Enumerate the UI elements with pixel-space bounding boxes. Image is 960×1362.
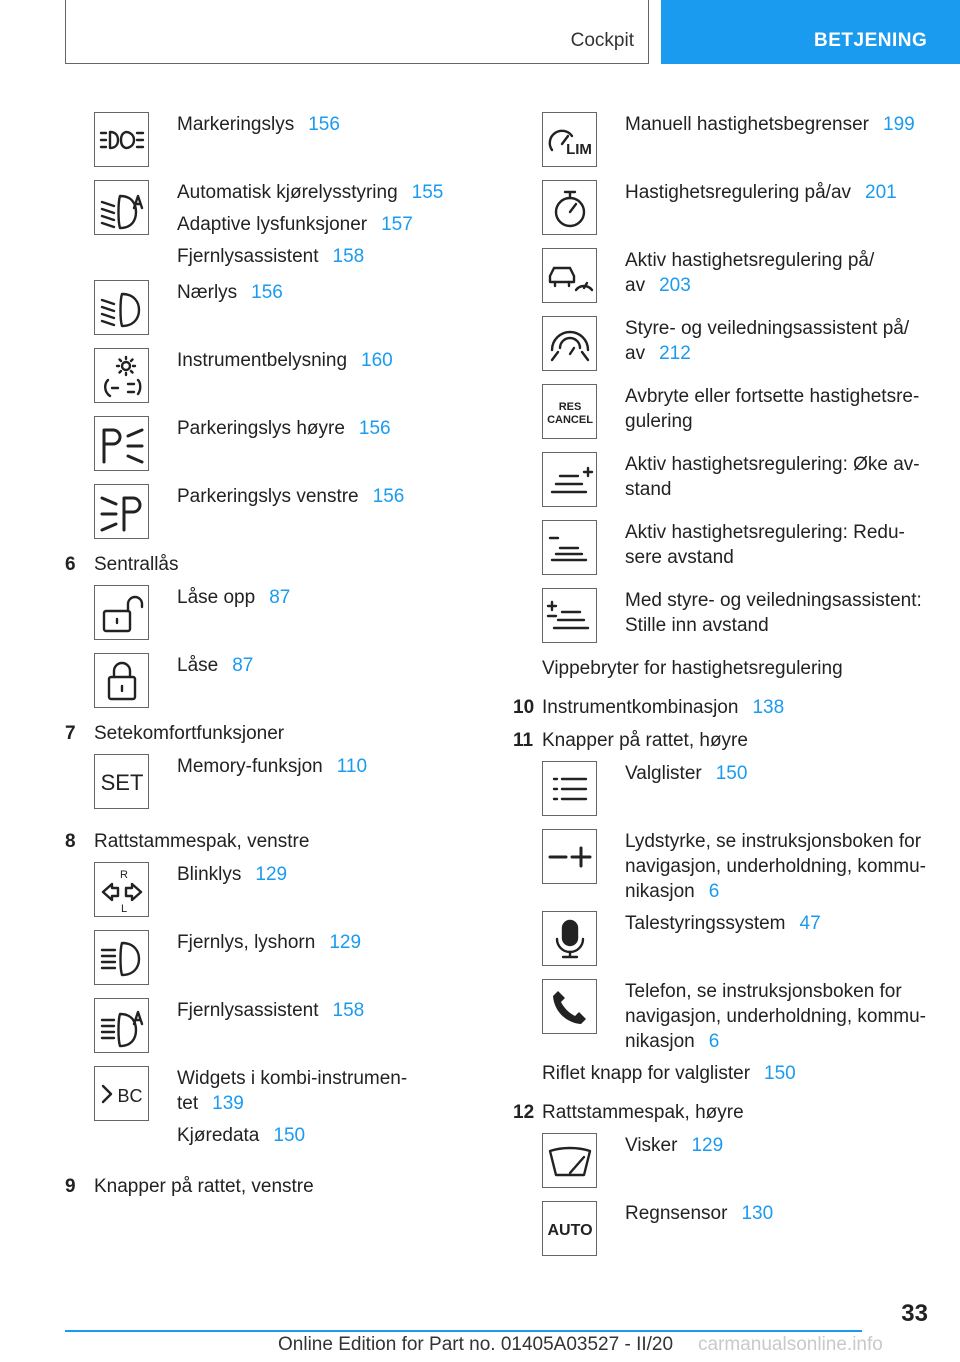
entry-line bbox=[625, 180, 943, 205]
item-number: 10 bbox=[513, 697, 535, 718]
entry-line bbox=[625, 829, 943, 904]
item-title: Knapper på rattet, høyre bbox=[542, 730, 748, 751]
entry-text: nikasjon bbox=[625, 1031, 695, 1052]
numbered-item bbox=[65, 552, 465, 577]
entry-line bbox=[177, 862, 465, 887]
icon-entry bbox=[513, 520, 943, 588]
entry-line bbox=[177, 244, 465, 269]
icon-entry bbox=[65, 754, 465, 829]
entry-text: Avbryte eller fortsette hastighetsre- bbox=[625, 386, 920, 407]
numbered-item bbox=[513, 695, 943, 720]
entry-text: av bbox=[625, 343, 646, 364]
item-number: 11 bbox=[513, 730, 534, 751]
parking-light-right-icon bbox=[94, 416, 149, 471]
microphone-icon bbox=[542, 911, 597, 966]
entry-line bbox=[625, 452, 943, 502]
icon-entry bbox=[513, 180, 943, 248]
steering-assistant-icon bbox=[542, 316, 597, 371]
page-link[interactable]: 138 bbox=[752, 697, 785, 718]
page-link[interactable]: 212 bbox=[659, 343, 691, 364]
icon-entry bbox=[513, 911, 943, 979]
entry-line bbox=[625, 911, 943, 936]
watermark-text: carmanualsonline.info bbox=[698, 1334, 883, 1355]
instrument-lighting-icon bbox=[94, 348, 149, 403]
entry-text: Hastighetsregulering på/av bbox=[625, 182, 852, 203]
entry-line bbox=[625, 520, 943, 570]
section-tab bbox=[661, 0, 960, 64]
entry-text: Manuell hastighetsbegrenser bbox=[625, 114, 869, 135]
entry-text: stand bbox=[625, 479, 672, 500]
entry-line bbox=[177, 348, 465, 373]
entry-line bbox=[625, 248, 943, 298]
chapter-tab bbox=[65, 0, 649, 64]
right-column bbox=[513, 112, 943, 1269]
entry-text: Instrumentbelysning bbox=[177, 350, 348, 371]
icon-entry bbox=[513, 979, 943, 1061]
icon-entry bbox=[513, 248, 943, 316]
side-marker-lights-icon bbox=[94, 112, 149, 167]
entry-text: Parkeringslys høyre bbox=[177, 418, 345, 439]
entry-text: Adaptive lysfunksjoner bbox=[177, 214, 368, 235]
page-link[interactable]: 110 bbox=[336, 756, 368, 777]
item-title: Sentrallås bbox=[94, 554, 179, 575]
entry-text: Nærlys bbox=[177, 282, 238, 303]
item-number: 9 bbox=[65, 1176, 76, 1197]
entry-text: Automatisk kjørelysstyring bbox=[177, 182, 398, 203]
entry-text: Valglister bbox=[625, 763, 702, 784]
icon-entry bbox=[65, 1066, 465, 1174]
entry-line bbox=[177, 416, 465, 441]
svg-text:LIM: LIM bbox=[565, 140, 592, 158]
item-number: 7 bbox=[65, 723, 76, 744]
entry-text: Aktiv hastighetsregulering på/ bbox=[625, 250, 875, 271]
entry-text: Talestyringssystem bbox=[625, 913, 786, 934]
icon-entry bbox=[65, 280, 465, 348]
numbered-item bbox=[65, 721, 465, 746]
entry-text: Blinklys bbox=[177, 864, 242, 885]
entry-line bbox=[177, 180, 465, 205]
numbered-item bbox=[513, 1100, 943, 1125]
item-number: 8 bbox=[65, 831, 76, 852]
entry-text: av bbox=[625, 275, 646, 296]
icon-entry bbox=[65, 930, 465, 998]
page-link[interactable]: 156 bbox=[251, 282, 283, 303]
page-link[interactable]: 87 bbox=[232, 655, 254, 676]
page-link[interactable]: 87 bbox=[269, 587, 291, 608]
item-title: Setekomfortfunksjoner bbox=[94, 723, 285, 744]
icon-entry bbox=[65, 112, 465, 180]
bc-icon bbox=[94, 1066, 149, 1121]
entry-line bbox=[177, 754, 465, 779]
page-link[interactable]: 150 bbox=[715, 763, 748, 784]
entry-line bbox=[625, 384, 943, 434]
entry-line bbox=[177, 653, 465, 678]
left-column bbox=[65, 112, 465, 1207]
entry-line bbox=[177, 280, 465, 305]
distance-set-icon bbox=[542, 588, 597, 643]
item-title: Rattstammespak, høyre bbox=[542, 1102, 744, 1123]
entry-text: Stille inn avstand bbox=[625, 615, 769, 636]
entry-text: Kjøredata bbox=[177, 1125, 260, 1146]
phone-icon bbox=[542, 979, 597, 1034]
entry-text: Med styre- og veiledningsassistent: bbox=[625, 590, 922, 611]
icon-entry bbox=[513, 452, 943, 520]
icon-entry bbox=[65, 998, 465, 1066]
entry-text: Fjernlys, lyshorn bbox=[177, 932, 316, 953]
page-link[interactable]: 158 bbox=[332, 246, 365, 267]
edition-text: Online Edition for Part no. 01405A03527 - II/20 bbox=[278, 1334, 674, 1355]
page-link[interactable]: 156 bbox=[308, 114, 340, 135]
entry-text: Parkeringslys venstre bbox=[177, 486, 359, 507]
item-title: Knapper på rattet, venstre bbox=[94, 1176, 314, 1197]
footer-divider bbox=[65, 1330, 862, 1332]
entry-text: navigasjon, underholdning, kommu- bbox=[625, 856, 927, 877]
entry-text: Fjernlysassistent bbox=[177, 246, 319, 267]
page-link[interactable]: 47 bbox=[799, 913, 821, 934]
page-link[interactable]: 129 bbox=[691, 1135, 724, 1156]
auto-headlight-icon bbox=[94, 180, 149, 235]
entry-text: Fjernlysassistent bbox=[177, 1000, 319, 1021]
list-icon bbox=[542, 761, 597, 816]
numbered-item bbox=[65, 1174, 465, 1199]
entry-line bbox=[177, 1066, 465, 1116]
entry-text: Lydstyrke, se instruksjonsboken for bbox=[625, 831, 922, 852]
turn-signal-icon bbox=[94, 862, 149, 917]
entry-line bbox=[177, 930, 465, 955]
entry-text: Låse bbox=[177, 655, 219, 676]
icon-entry bbox=[65, 862, 465, 930]
numbered-item bbox=[65, 829, 465, 854]
low-beam-icon bbox=[94, 280, 149, 335]
active-cruise-icon bbox=[542, 248, 597, 303]
distance-decrease-icon bbox=[542, 520, 597, 575]
lock-icon bbox=[94, 653, 149, 708]
page-link[interactable]: 157 bbox=[381, 214, 413, 235]
numbered-item bbox=[513, 728, 943, 753]
icon-entry bbox=[65, 416, 465, 484]
entry-text: Styre- og veiledningsassistent på/ bbox=[625, 318, 910, 339]
icon-entry bbox=[65, 585, 465, 653]
entry-text: gulering bbox=[625, 411, 693, 432]
knurled-knob-label bbox=[513, 1061, 943, 1086]
rain-sensor-icon bbox=[542, 1201, 597, 1256]
entry-text: Visker bbox=[625, 1135, 678, 1156]
entry-line bbox=[177, 998, 465, 1023]
icon-entry bbox=[65, 484, 465, 552]
page-link[interactable]: 139 bbox=[212, 1093, 244, 1114]
page-link[interactable]: 201 bbox=[865, 182, 897, 203]
icon-entry bbox=[513, 384, 943, 452]
entry-line bbox=[625, 588, 943, 638]
entry-line bbox=[625, 1201, 943, 1226]
entry-text: Låse opp bbox=[177, 587, 256, 608]
entry-line bbox=[625, 761, 943, 786]
item-number: 6 bbox=[65, 554, 76, 575]
volume-icon bbox=[542, 829, 597, 884]
entry-text: Regnsensor bbox=[625, 1203, 728, 1224]
entry-text: Widgets i kombi-instrumen- bbox=[177, 1068, 408, 1089]
entry-text: Aktiv hastighetsregulering: Redu- bbox=[625, 522, 905, 543]
page-link[interactable]: 6 bbox=[708, 1031, 720, 1052]
entry-text: Memory-funksjon bbox=[177, 756, 323, 777]
page-link[interactable]: 129 bbox=[255, 864, 288, 885]
item-title: Rattstammespak, venstre bbox=[94, 831, 310, 852]
cruise-control-icon bbox=[542, 180, 597, 235]
entry-line bbox=[177, 212, 465, 237]
icon-entry bbox=[513, 1133, 943, 1201]
entry-line bbox=[177, 1123, 465, 1148]
speed-limiter-icon bbox=[542, 112, 597, 167]
page-link[interactable]: 160 bbox=[361, 350, 393, 371]
svg-text:BC: BC bbox=[116, 1085, 143, 1106]
entry-text: nikasjon bbox=[625, 881, 695, 902]
page-link[interactable]: 156 bbox=[358, 418, 391, 439]
entry-line bbox=[625, 316, 943, 366]
icon-entry bbox=[513, 1201, 943, 1269]
svg-text:RES: RES bbox=[558, 400, 581, 413]
entry-text: tet bbox=[177, 1093, 199, 1114]
page-link[interactable]: 150 bbox=[273, 1125, 306, 1146]
entry-text: Aktiv hastighetsregulering: Øke av- bbox=[625, 454, 920, 475]
icon-entry bbox=[513, 761, 943, 829]
svg-text:CANCEL: CANCEL bbox=[546, 413, 593, 426]
icon-entry bbox=[513, 316, 943, 384]
res-cancel-icon bbox=[542, 384, 597, 439]
page-link[interactable]: 130 bbox=[741, 1203, 774, 1224]
high-beam-assistant-icon bbox=[94, 998, 149, 1053]
entry-line bbox=[625, 979, 943, 1054]
page-link[interactable]: 203 bbox=[659, 275, 691, 296]
page-link[interactable]: 199 bbox=[883, 114, 915, 135]
page-link[interactable]: 156 bbox=[372, 486, 405, 507]
page-link[interactable]: 129 bbox=[329, 932, 362, 953]
chapter-title: Cockpit bbox=[570, 30, 634, 51]
entry-line bbox=[625, 1133, 943, 1158]
icon-entry bbox=[65, 348, 465, 416]
entry-text: Markeringslys bbox=[177, 114, 295, 135]
entry-line bbox=[625, 112, 943, 137]
icon-entry bbox=[65, 653, 465, 721]
icon-entry bbox=[513, 588, 943, 656]
entry-text: Riflet knapp for valglister bbox=[542, 1063, 751, 1084]
entry-text: sere avstand bbox=[625, 547, 734, 568]
page-link[interactable]: 155 bbox=[411, 182, 444, 203]
rocker-switch-label: Vippebryter for hastighetsregulering bbox=[542, 658, 843, 679]
entry-line bbox=[177, 484, 465, 509]
svg-text:R: R bbox=[119, 868, 128, 881]
icon-entry bbox=[513, 112, 943, 180]
icon-entry bbox=[513, 829, 943, 911]
distance-increase-icon bbox=[542, 452, 597, 507]
svg-text:AUTO: AUTO bbox=[546, 1221, 593, 1239]
page-number: 33 bbox=[901, 1300, 928, 1327]
high-beam-icon bbox=[94, 930, 149, 985]
parking-light-left-icon bbox=[94, 484, 149, 539]
page-link[interactable]: 6 bbox=[708, 881, 720, 902]
entry-line bbox=[177, 585, 465, 610]
set-icon bbox=[94, 754, 149, 809]
icon-entry bbox=[65, 180, 465, 280]
page-link[interactable]: 150 bbox=[764, 1063, 796, 1084]
page-link[interactable]: 158 bbox=[332, 1000, 365, 1021]
svg-text:L: L bbox=[120, 902, 127, 914]
svg-text:SET: SET bbox=[100, 769, 143, 795]
unlock-icon bbox=[94, 585, 149, 640]
section-title: BETJENING bbox=[814, 30, 928, 51]
wiper-icon bbox=[542, 1133, 597, 1188]
entry-text: navigasjon, underholdning, kommu- bbox=[625, 1006, 927, 1027]
item-title: Instrumentkombinasjon bbox=[542, 697, 739, 718]
entry-line bbox=[177, 112, 465, 137]
item-number: 12 bbox=[513, 1102, 535, 1123]
entry-text: Telefon, se instruksjonsboken for bbox=[625, 981, 902, 1002]
